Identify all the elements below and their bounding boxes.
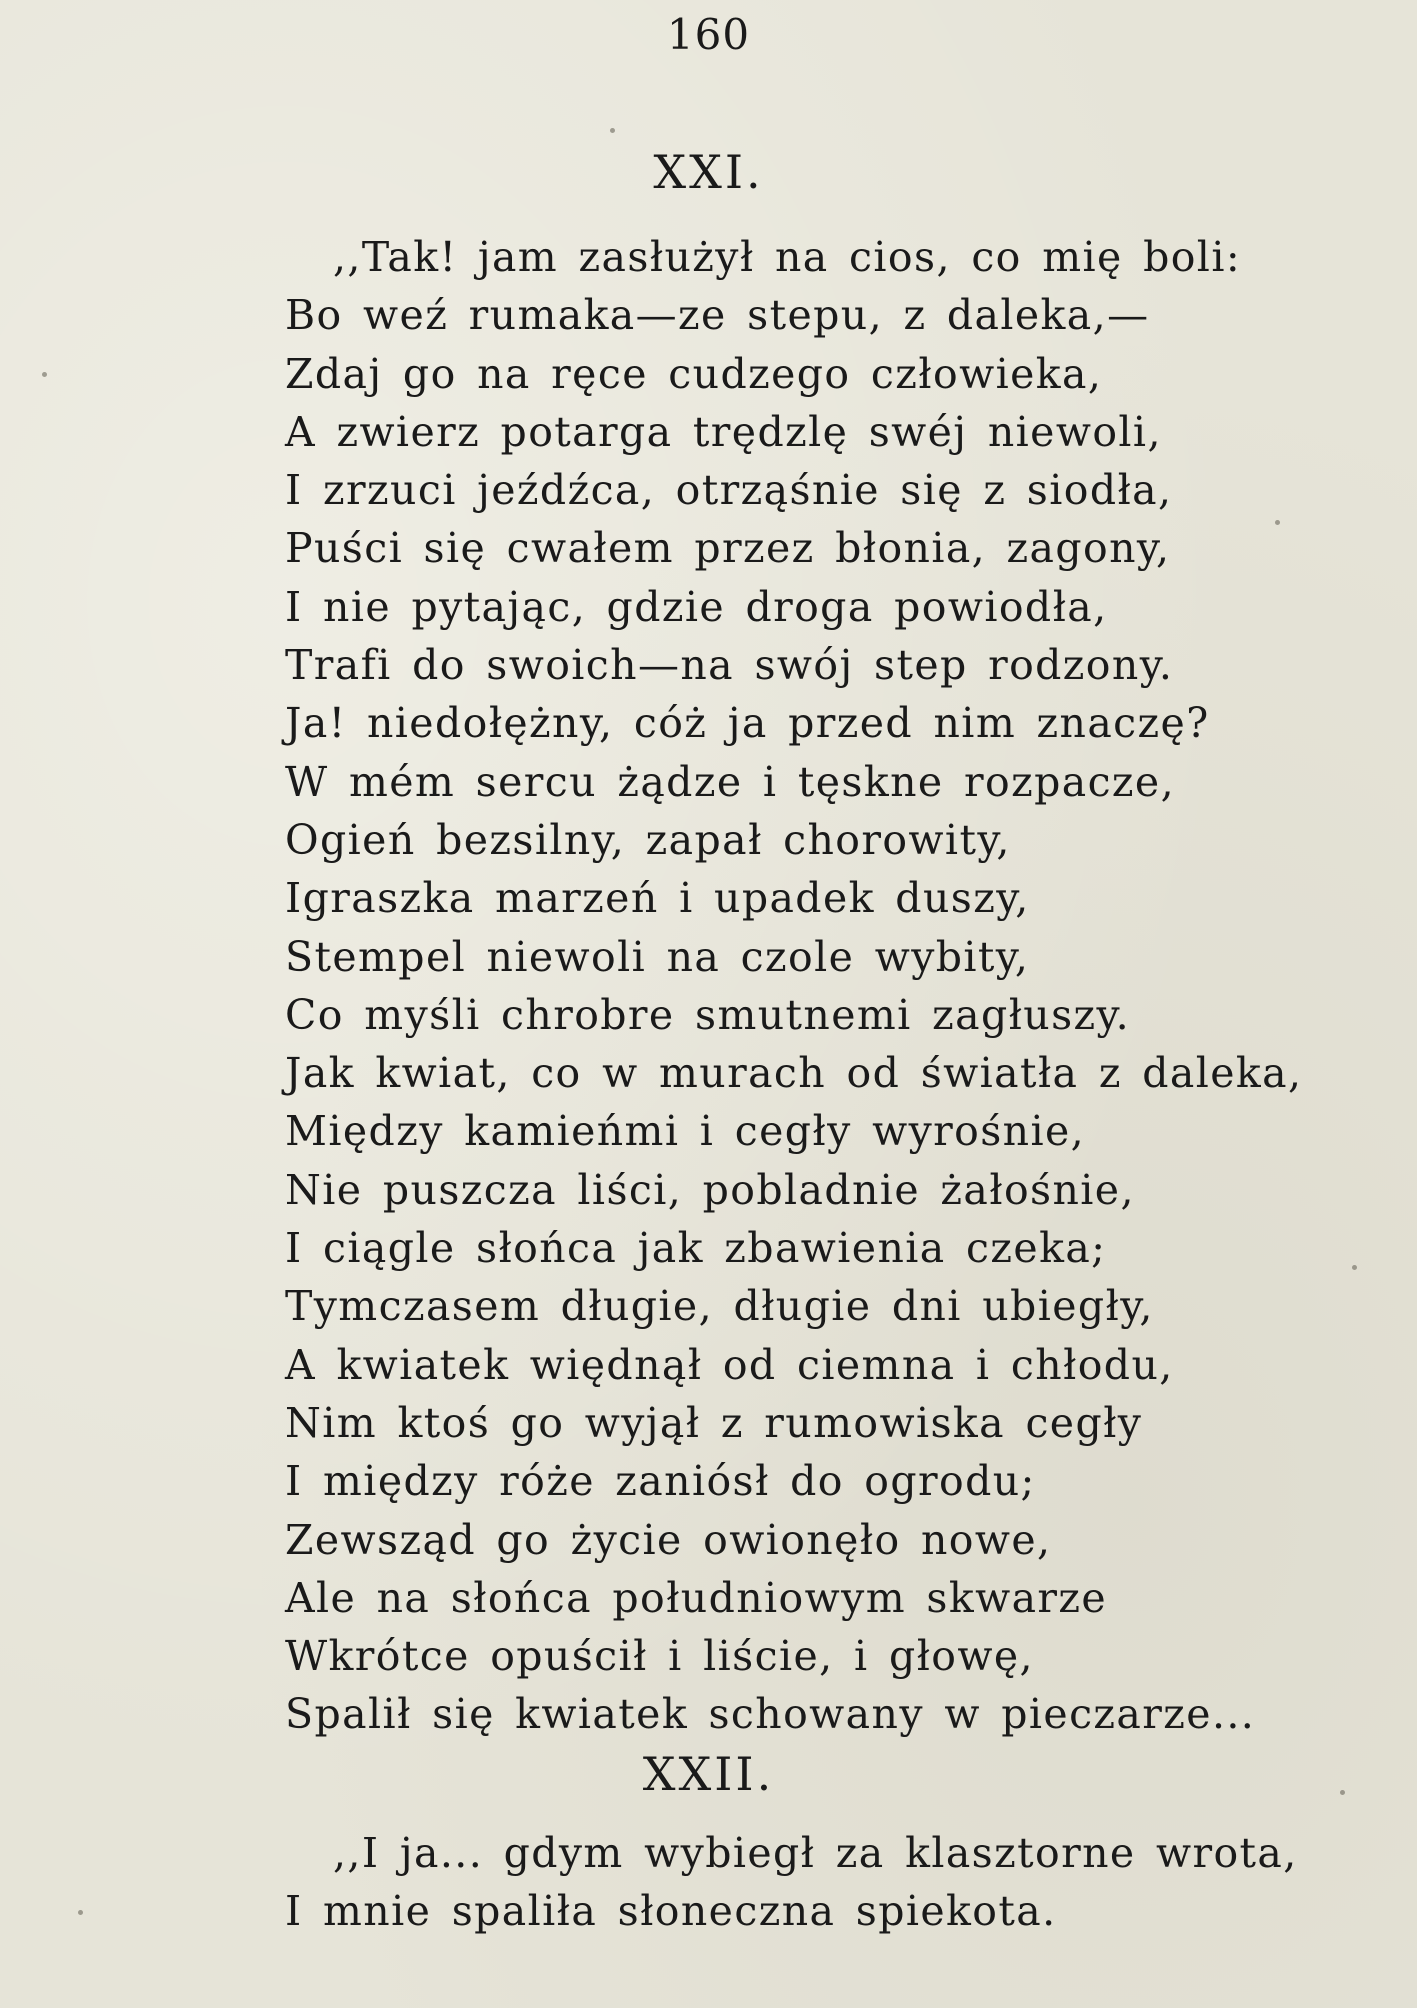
paper-speck bbox=[1275, 520, 1280, 525]
verse-line: A kwiatek więdnął od ciemna i chłodu, bbox=[285, 1340, 1174, 1389]
verse-line: Trafi do swoich—na swój step rodzony. bbox=[285, 641, 1174, 690]
verse-line: W mém sercu żądze i tęskne rozpacze, bbox=[285, 757, 1176, 806]
verse-line: Jak kwiat, co w murach od światła z daleka, bbox=[285, 1049, 1303, 1098]
paper-speck bbox=[610, 128, 615, 133]
paper-speck bbox=[1340, 1790, 1345, 1795]
verse-line: Ale na słońca południowym skwarze bbox=[285, 1573, 1108, 1622]
section-title-xxii: XXII. bbox=[642, 1747, 775, 1801]
verse-line: I ciągle słońca jak zbawienia czeka; bbox=[285, 1224, 1107, 1273]
section-title-xxi: XXI. bbox=[653, 145, 764, 199]
verse-line: I między róże zaniósł do ogrodu; bbox=[285, 1457, 1036, 1506]
verse-line: Co myśli chrobre smutnemi zagłuszy. bbox=[285, 990, 1131, 1039]
verse-line: ,,Tak! jam zasłużył na cios, co mię boli: bbox=[333, 233, 1242, 281]
verse-line: Stempel niewoli na czole wybity, bbox=[285, 932, 1030, 981]
stanza-xxii bbox=[285, 1824, 1298, 1941]
verse-line: A zwierz potarga trędzlę swéj niewoli, bbox=[285, 407, 1162, 456]
verse-line: Zewsząd go życie owionęło nowe, bbox=[285, 1515, 1052, 1564]
verse-line: Zdaj go na ręce cudzego człowieka, bbox=[285, 349, 1103, 398]
paper-speck bbox=[78, 1910, 83, 1915]
verse-line: Tymczasem długie, długie dni ubiegły, bbox=[285, 1282, 1154, 1331]
verse-line: Ja! niedołężny, cóż ja przed nim znaczę? bbox=[285, 699, 1210, 748]
page-number: 160 bbox=[666, 10, 751, 59]
verse-line: ,,I ja... gdym wybiegł za klasztorne wrota, bbox=[333, 1829, 1298, 1877]
paper-speck bbox=[1352, 1265, 1357, 1270]
verse-line: Wkrótce opuścił i liście, i głowę, bbox=[285, 1632, 1034, 1681]
verse-line: Bo weź rumaka—ze stepu, z daleka,— bbox=[285, 291, 1150, 340]
verse-line: Nim ktoś go wyjął z rumowiska cegły bbox=[285, 1398, 1143, 1447]
paper-speck bbox=[42, 372, 47, 377]
verse-line: Puści się cwałem przez błonia, zagony, bbox=[285, 524, 1171, 573]
verse-line: Między kamieńmi i cegły wyrośnie, bbox=[285, 1107, 1086, 1156]
verse-line: Nie puszcza liści, pobladnie żałośnie, bbox=[285, 1165, 1135, 1214]
stanza-xxi bbox=[285, 228, 1302, 1744]
verse-line: Spalił się kwiatek schowany w pieczarze... bbox=[285, 1690, 1256, 1739]
verse-line: I nie pytając, gdzie droga powiodła, bbox=[285, 582, 1108, 631]
verse-line: I mnie spaliła słoneczna spiekota. bbox=[285, 1887, 1057, 1936]
verse-line: Ogień bezsilny, zapał chorowity, bbox=[285, 815, 1011, 864]
verse-line: Igraszka marzeń i upadek duszy, bbox=[285, 874, 1030, 923]
verse-line: I zrzuci jeźdźca, otrząśnie się z siodła, bbox=[285, 466, 1173, 515]
